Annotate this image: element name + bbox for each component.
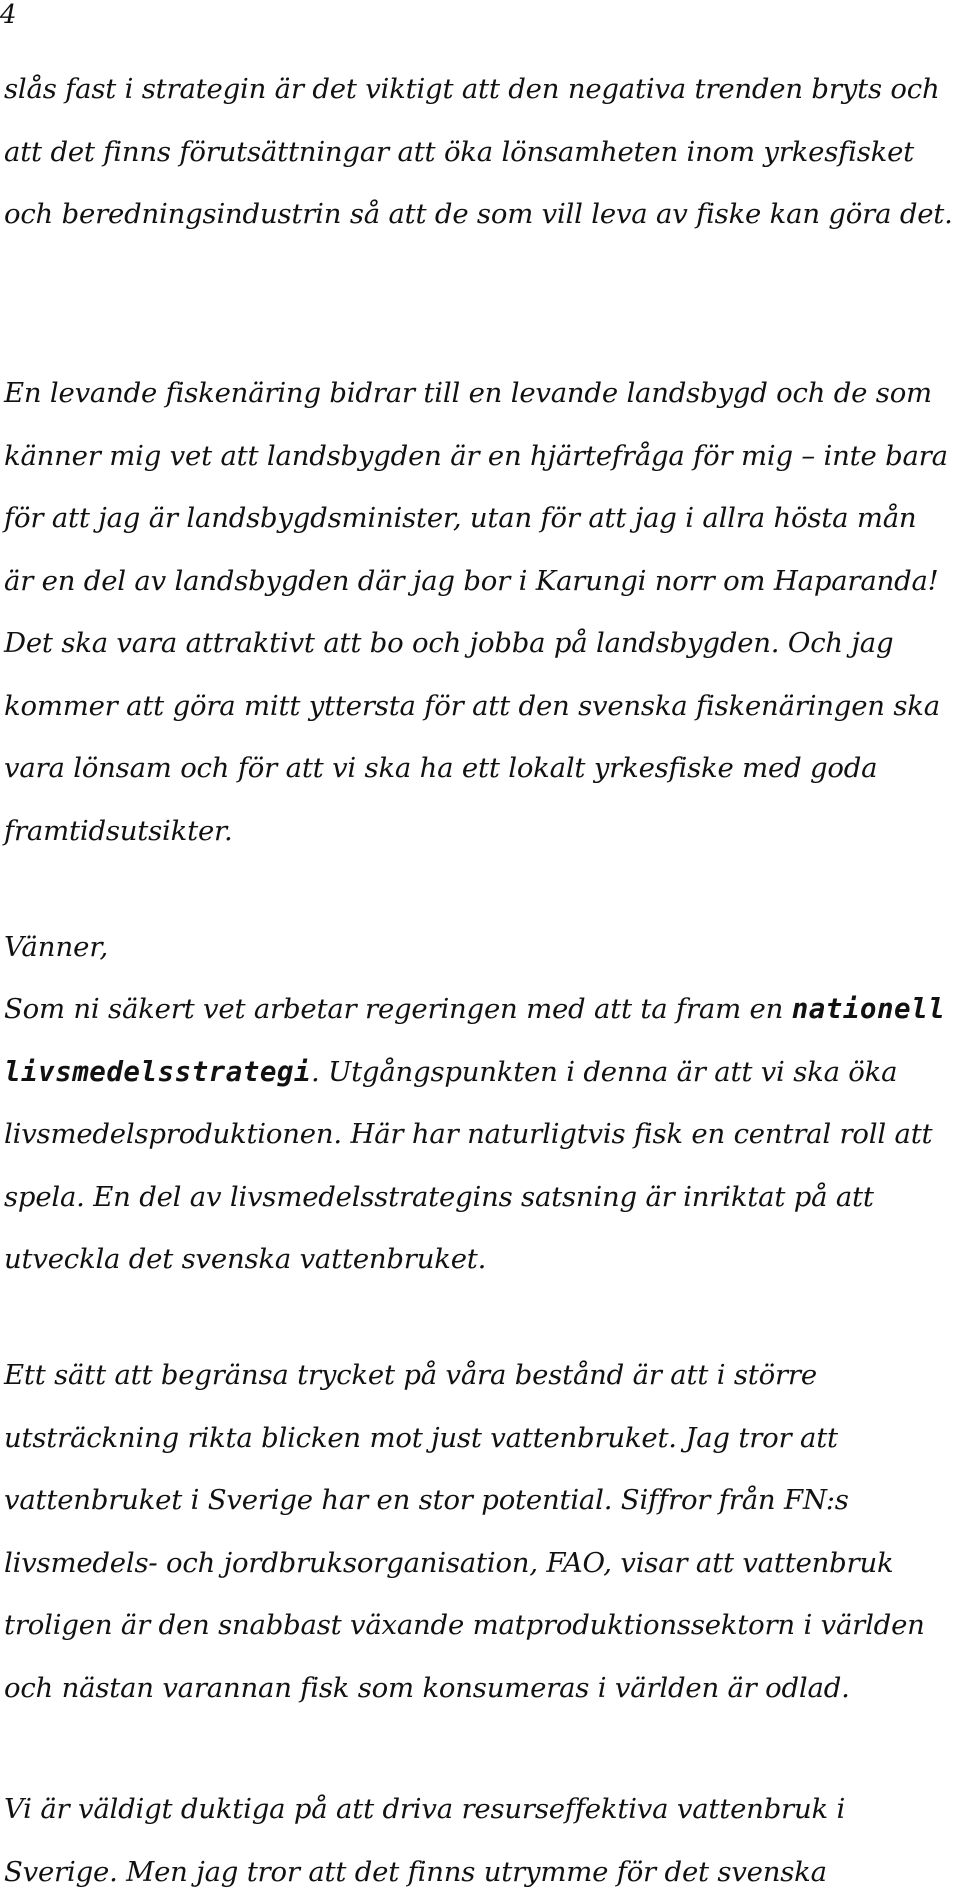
- greeting: Vänner,: [4, 931, 109, 963]
- paragraph-efficient-aquaculture: Vi är väldigt duktiga på att driva resurseffektiva vattenbruk i Sverige. Men jag tror att det finns utrymme för det svenska: [4, 1793, 846, 1888]
- paragraph-text-before: Som ni säkert vet arbetar regeringen med att ta fram en: [4, 993, 784, 1025]
- paragraph-food-strategy: [4, 978, 954, 1291]
- paragraph-aquaculture: Ett sätt att begränsa trycket på våra bestånd är att i större utsträckning rikta blicken mot just vattenbruket. Jag tror att vattenbruket i Sverige har en stor potential. Siffror från FN:s livsmedels- och jordbruksorganisation, FAO, visar att vattenbruk troligen är den snabbast växande matproduktionssektorn i världen och nästan varannan fisk som konsumeras i världen är odlad.: [4, 1359, 925, 1704]
- paragraph-rural-life: En levande fiskenäring bidrar till en levande landsbygd och de som känner mig vet att landsbygden är en hjärtefråga för mig – inte bara för att jag är landsbygdsminister, utan för att jag i allra hösta mån är en del av landsbygden där jag bor i Karungi norr om Haparanda! Det ska vara attraktivt att bo och jobba på landsbygden. Och jag kommer att göra mitt yttersta för att den svenska fiskenäringen ska vara lönsam och för att vi ska ha ett lokalt yrkesfiske med goda framtidsutsikter.: [4, 377, 948, 847]
- bold-term-national-food-strategy: nationell livsmedelsstrategi: [4, 993, 946, 1088]
- page-number: 4: [0, 0, 17, 30]
- paragraph-strategy: slås fast i strategin är det viktigt att den negativa trenden bryts och att det finns förutsättningar att öka lönsamheten inom yrkesfisket och beredningsindustrin så att de som vill leva av fiske kan göra det.: [4, 73, 953, 230]
- paragraph-text-after: . Utgångspunkten i denna är att vi ska öka livsmedelsproduktionen. Här har naturligtvis fisk en central roll att spela. En del av livsmedelsstrategins satsning är inriktat på att utveckla det svenska vattenbruket.: [4, 1055, 933, 1275]
